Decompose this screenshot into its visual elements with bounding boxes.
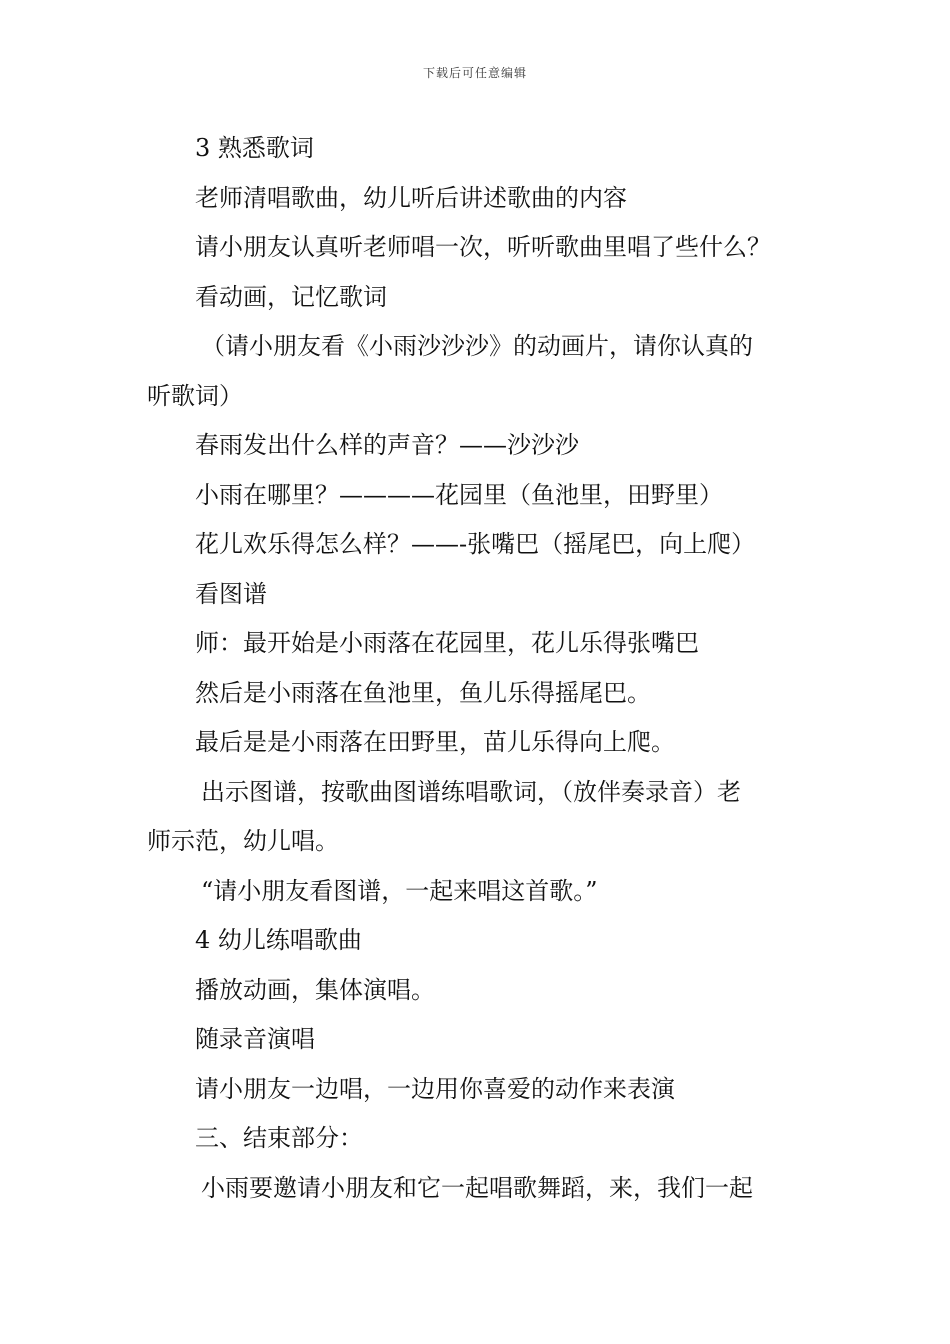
paragraph-line: “请小朋友看图谱，一起来唱这首歌。” (201, 876, 598, 905)
paragraph-line: 春雨发出什么样的声音？——沙沙沙 (195, 431, 579, 459)
paragraph-line: 看动画，记忆歌词 (195, 282, 387, 311)
section-heading-familiarize-lyrics: 3 熟悉歌词 (195, 134, 314, 162)
paragraph-line: 最后是是小雨落在田野里，苗儿乐得向上爬。 (195, 728, 675, 756)
paragraph-line: 师示范，幼儿唱。 (147, 827, 339, 855)
section-heading-practice-song: 4 幼儿练唱歌曲 (195, 926, 362, 954)
paragraph-line: 看图谱 (195, 579, 267, 608)
paragraph-line: 请小朋友一边唱，一边用你喜爱的动作来表演 (195, 1074, 675, 1103)
paragraph-line: 随录音演唱 (195, 1025, 315, 1053)
paragraph-line: 小雨在哪里？————花园里（鱼池里，田野里） (195, 480, 723, 509)
paragraph-line: 播放动画，集体演唱。 (195, 975, 435, 1004)
paragraph-line: 师：最开始是小雨落在花园里，花儿乐得张嘴巴 (195, 629, 699, 657)
paragraph-line: 请小朋友认真听老师唱一次，听听歌曲里唱了些什么？ (195, 233, 771, 261)
document-body (147, 124, 809, 1213)
paragraph-line: 小雨要邀请小朋友和它一起唱歌舞蹈，来，我们一起 (201, 1173, 753, 1202)
section-heading-ending: 三、结束部分： (195, 1124, 363, 1152)
paragraph-line: 听歌词） (147, 381, 243, 410)
paragraph-line: 花儿欢乐得怎么样？——-张嘴巴（摇尾巴，向上爬） (195, 530, 756, 558)
page-header: 下载后可任意编辑 (422, 66, 527, 80)
paragraph-line: （请小朋友看《小雨沙沙沙》的动画片，请你认真的 (201, 332, 753, 360)
paragraph-line: 出示图谱，按歌曲图谱练唱歌词，（放伴奏录音）老 (201, 777, 741, 806)
paragraph-line: 老师清唱歌曲，幼儿听后讲述歌曲的内容 (195, 183, 627, 212)
paragraph-line: 然后是小雨落在鱼池里，鱼儿乐得摇尾巴。 (195, 678, 651, 707)
